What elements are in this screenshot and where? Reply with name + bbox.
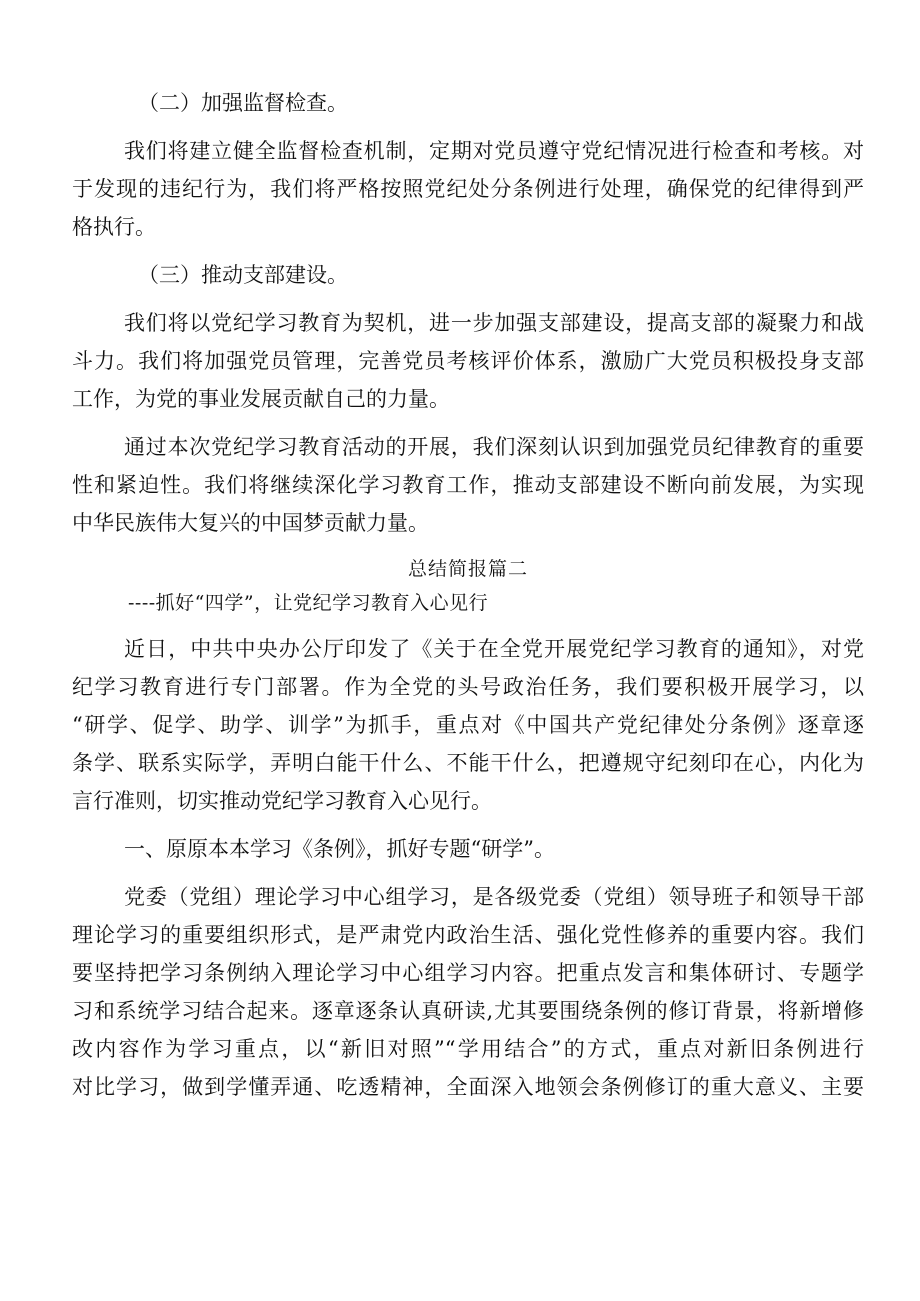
paragraph-line: 近日，中共中央办公厅印发了《关于在全党开展党纪学习教育的通知》，对党 [124,637,864,661]
paragraph-line: 我们将建立健全监督检查机制，定期对党员遵守党纪情况进行检查和考核。对 [124,139,864,163]
paragraph-line: 条学、联系实际学，弄明白能干什么、不能干什么，把遵规守纪刻印在心，内化为 [72,751,864,775]
paragraph-supervision [72,132,864,246]
article-title: 总结简报篇二 [407,558,528,580]
paragraph-branch-building [72,304,864,418]
section-heading-2: （二）加强监督检查。 [138,91,348,115]
section-heading-study: 一、原原本本学习《条例》，抓好专题“研学”。 [124,837,555,861]
paragraph-line: 理论学习的重要组织形式，是严肃党内政治生活、强化党性修养的重要内容。我们 [72,923,864,947]
paragraph-line: 中华民族伟大复兴的中国梦贡献力量。 [72,511,429,535]
paragraph-line: 我们将以党纪学习教育为契机，进一步加强支部建设，提高支部的凝聚力和战 [124,311,864,335]
paragraph-line: 于发现的违纪行为，我们将严格按照党纪处分条例进行处理，确保党的纪律得到严 [72,177,864,201]
paragraph-line: 对比学习，做到学懂弄通、吃透精神，全面深入地领会条例修订的重大意义、主要 [72,1075,864,1099]
article-subtitle: ----抓好“四学”，让党纪学习教育入心见行 [128,592,489,614]
paragraph-line: 通过本次党纪学习教育活动的开展，我们深刻认识到加强党员纪律教育的重要 [124,435,864,459]
paragraph-line: 斗力。我们将加强党员管理，完善党员考核评价体系，激励广大党员积极投身支部 [72,349,864,373]
paragraph-line: 纪学习教育进行专门部署。作为全党的头号政治任务，我们要积极开展学习，以 [72,675,864,699]
paragraph-intro [72,630,864,820]
paragraph-line: 工作，为党的事业发展贡献自己的力量。 [72,387,450,411]
paragraph-conclusion [72,428,864,542]
paragraph-line: 性和紧迫性。我们将继续深化学习教育工作，推动支部建设不断向前发展，为实现 [72,473,864,497]
section-heading-3: （三）推动支部建设。 [138,263,348,287]
paragraph-line: 党委（党组）理论学习中心组学习，是各级党委（党组）领导班子和领导干部 [124,885,864,909]
paragraph-line: 改内容作为学习重点，以“新旧对照”“学用结合”的方式，重点对新旧条例进行 [72,1037,864,1061]
paragraph-study-group [72,878,864,1106]
paragraph-line: 格执行。 [72,215,156,239]
paragraph-line: “研学、促学、助学、训学”为抓手，重点对《中国共产党纪律处分条例》逐章逐 [72,713,864,737]
paragraph-line: 习和系统学习结合起来。逐章逐条认真研读,尤其要围绕条例的修订背景，将新增修 [72,999,864,1023]
paragraph-line: 言行准则，切实推动党纪学习教育入心见行。 [72,789,492,813]
document-page [72,84,864,1106]
paragraph-line: 要坚持把学习条例纳入理论学习中心组学习内容。把重点发言和集体研讨、专题学 [72,961,864,985]
